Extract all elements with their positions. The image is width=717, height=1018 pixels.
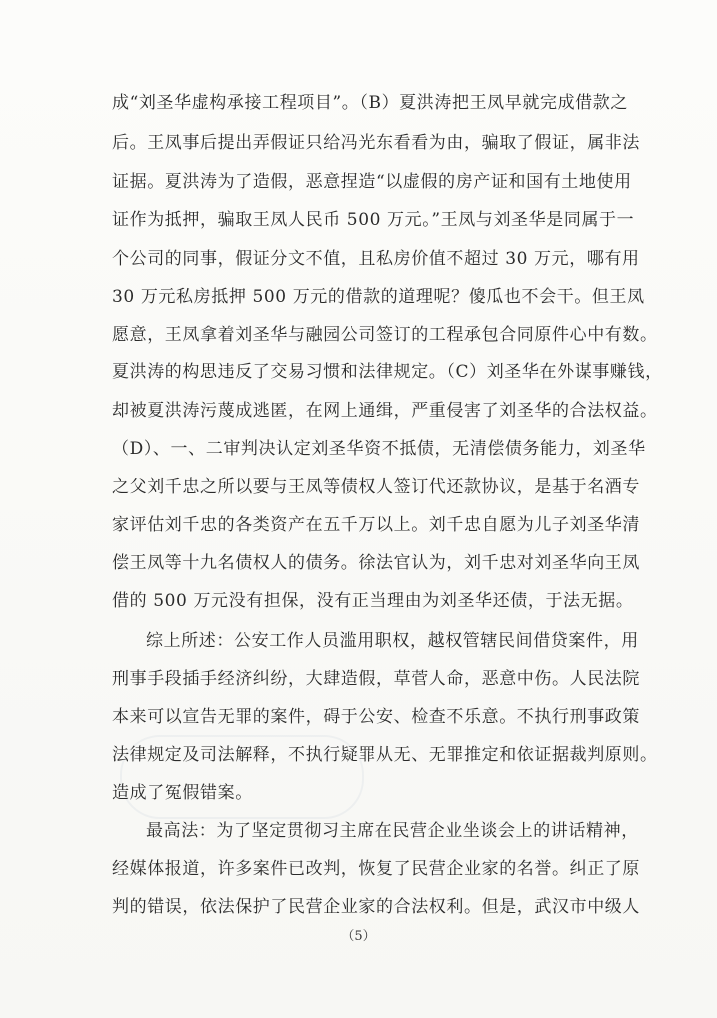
body-line: 判的错误，依法保护了民营企业家的合法权利。但是，武汉市中级人 xyxy=(112,897,640,917)
body-line: 本来可以宣告无罪的案件，碍于公安、检查不乐意。不执行刑事政策 xyxy=(112,707,640,727)
page-number: （5） xyxy=(341,929,376,944)
body-line: 愿意，王凤拿着刘圣华与融园公司签订的工程承包合同原件心中有数。 xyxy=(112,325,658,345)
body-line: （D）、一、二审判决认定刘圣华资不抵债，无清偿债务能力，刘圣华 xyxy=(112,439,646,459)
body-line: 个公司的同事，假证分文不值，且私房价值不超过 30 万元，哪有用 xyxy=(112,249,640,269)
body-line: 之父刘千忠之所以要与王凤等债权人签订代还款协议，是基于名酒专 xyxy=(112,477,640,497)
body-line: 偿王凤等十九名债权人的债务。徐法官认为，刘千忠对刘圣华向王凤 xyxy=(112,553,640,573)
body-line: 证作为抵押，骗取王凤人民币 500 万元。”王凤与刘圣华是同属于一 xyxy=(112,210,635,230)
body-line: 30 万元私房抵押 500 万元的借款的道理呢？傻瓜也不会干。但王凤 xyxy=(112,287,645,307)
body-line: 综上所述：公安工作人员滥用职权，越权管辖民间借贷案件，用 xyxy=(146,631,639,651)
body-line: 法律规定及司法解释，不执行疑罪从无、无罪推定和依证据裁判原则。 xyxy=(112,745,658,765)
body-line: 最高法：为了坚定贯彻习主席在民营企业坐谈会上的讲话精神， xyxy=(146,821,639,841)
body-line: 后。王凤事后提出弄假证只给冯光东看看为由，骗取了假证，属非法 xyxy=(112,133,640,153)
body-line: 证据。夏洪涛为了造假，恶意捏造“以虚假的房产证和国有土地使用 xyxy=(112,172,632,192)
body-line: 借的 500 万元没有担保，没有正当理由为刘圣华还债，于法无据。 xyxy=(112,591,634,611)
body-line: 刑事手段插手经济纠纷，大肆造假，草菅人命，恶意中伤。人民法院 xyxy=(112,669,640,689)
body-line: 家评估刘千忠的各类资产在五千万以上。刘千忠自愿为儿子刘圣华清 xyxy=(112,515,640,535)
body-line: 成“刘圣华虚构承接工程项目”。（B）夏洪涛把王凤早就完成借款之 xyxy=(112,93,628,113)
body-line: 却被夏洪涛污蔑成逃匿，在网上通缉，严重侵害了刘圣华的合法权益。 xyxy=(112,401,658,421)
body-line: 造成了冤假错案。 xyxy=(112,783,253,803)
body-line: 夏洪涛的构思违反了交易习惯和法律规定。（C）刘圣华在外谋事赚钱， xyxy=(112,362,663,382)
body-line: 经媒体报道，许多案件已改判，恢复了民营企业家的名誉。纠正了原 xyxy=(112,859,640,879)
